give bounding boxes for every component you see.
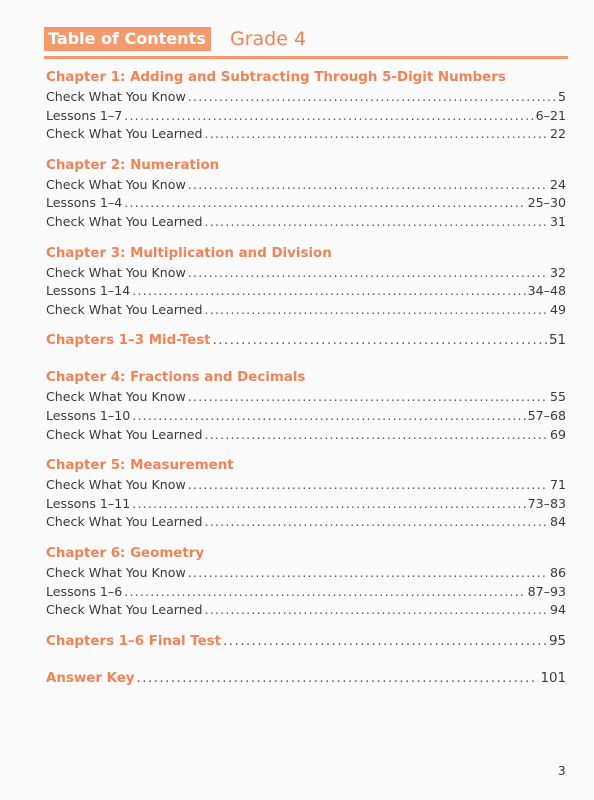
entry-label: Lessons 1–11 (46, 495, 131, 511)
toc-header (44, 26, 568, 59)
dot-leader (223, 632, 547, 652)
page-number: 3 (558, 764, 566, 778)
entry-page: 32 (549, 264, 566, 280)
entry-label: Check What You Know (46, 389, 186, 405)
toc-row (46, 669, 566, 689)
entry-page: 31 (549, 213, 566, 229)
entry-label: Check What You Know (46, 89, 186, 104)
entry-page: 6–21 (535, 107, 566, 123)
dot-leader (188, 176, 548, 195)
toc-row (46, 564, 566, 583)
entry-label: Check What You Learned (46, 426, 203, 442)
entry-page: 34–48 (527, 283, 566, 299)
toc-row (46, 107, 566, 126)
toc-row (46, 583, 566, 602)
toc-row (46, 601, 566, 620)
dot-leader (205, 426, 548, 445)
chapter-title: Chapter 2: Numeration (46, 157, 220, 173)
dot-leader (205, 125, 548, 144)
entry-label: Check What You Know (46, 264, 186, 280)
toc-row (46, 213, 566, 232)
entry-label: Lessons 1–7 (46, 107, 123, 123)
entry-page: 57–68 (527, 407, 566, 423)
entry-page: 86 (549, 564, 566, 580)
toc-title: Table of Contents (44, 27, 211, 51)
entry-label: Lessons 1–10 (46, 407, 131, 423)
toc-row (46, 264, 566, 283)
entry-page: 25–30 (527, 195, 566, 211)
entry-label: Check What You Learned (46, 514, 203, 530)
chapter-title: Chapter 6: Geometry (46, 545, 205, 561)
entry-page: 95 (548, 633, 566, 649)
dot-leader (132, 282, 525, 301)
entry-page: 71 (549, 477, 566, 493)
entry-page: 55 (549, 389, 566, 405)
chapter-title: Chapter 1: Adding and Subtracting Through 5-Digit Numbers (46, 70, 506, 85)
entry-label: Lessons 1–4 (46, 195, 123, 211)
dot-leader (205, 601, 548, 620)
entry-label: Check What You Know (46, 564, 186, 580)
toc-row (46, 176, 566, 195)
toc-standalone-entry (46, 669, 566, 689)
entry-label: Check What You Learned (46, 213, 203, 229)
dot-leader (124, 583, 525, 602)
entry-page: 24 (549, 176, 566, 192)
toc-row (46, 194, 566, 213)
dot-leader (124, 107, 533, 126)
entry-label: Check What You Learned (46, 301, 203, 317)
dot-leader (137, 669, 539, 689)
entry-page: 84 (549, 514, 566, 530)
entry-page: 51 (548, 333, 566, 349)
chapter-title: Chapter 5: Measurement (46, 458, 234, 474)
entry-label: Chapters 1–6 Final Test (46, 633, 222, 649)
toc-standalone-entry (46, 632, 566, 652)
entry-label: Check What You Know (46, 477, 186, 493)
toc-row (46, 388, 566, 407)
entry-page: 69 (549, 426, 566, 442)
entry-label: Check What You Learned (46, 126, 203, 142)
toc-standalone-entry (46, 331, 566, 351)
chapter-section (46, 244, 566, 320)
dot-leader (188, 388, 548, 407)
chapter-section (46, 68, 566, 144)
toc-row (46, 282, 566, 301)
entry-page: 94 (549, 602, 566, 618)
dot-leader (205, 301, 548, 320)
chapter-section (46, 368, 566, 444)
chapter-section (46, 544, 566, 620)
entry-page: 101 (540, 670, 566, 686)
dot-leader (124, 194, 525, 213)
toc-row (46, 407, 566, 426)
dot-leader (188, 264, 548, 283)
toc-row (46, 125, 566, 144)
entry-page: 49 (549, 301, 566, 317)
chapter-title: Chapter 4: Fractions and Decimals (46, 370, 306, 386)
chapter-section (46, 156, 566, 232)
table-of-contents (46, 68, 566, 706)
toc-row (46, 331, 566, 351)
dot-leader (188, 88, 556, 107)
dot-leader (132, 407, 525, 426)
toc-row (46, 513, 566, 532)
dot-leader (213, 331, 547, 351)
dot-leader (205, 213, 548, 232)
toc-row (46, 88, 566, 107)
entry-page: 5 (557, 89, 566, 104)
toc-row (46, 426, 566, 445)
dot-leader (132, 495, 525, 514)
grade-label: Grade 4 (230, 28, 307, 50)
entry-label: Answer Key (46, 670, 135, 686)
toc-row (46, 476, 566, 495)
toc-row (46, 632, 566, 652)
toc-row (46, 301, 566, 320)
toc-row (46, 495, 566, 514)
entry-page: 87–93 (527, 583, 566, 599)
dot-leader (188, 564, 548, 583)
dot-leader (205, 513, 548, 532)
dot-leader (188, 476, 548, 495)
entry-label: Check What You Learned (46, 602, 203, 618)
chapter-section (46, 456, 566, 532)
entry-label: Lessons 1–14 (46, 283, 131, 299)
entry-page: 22 (549, 126, 566, 142)
entry-page: 73–83 (527, 495, 566, 511)
chapter-title: Chapter 3: Multiplication and Division (46, 245, 332, 261)
entry-label: Lessons 1–6 (46, 583, 123, 599)
entry-label: Check What You Know (46, 176, 186, 192)
entry-label: Chapters 1–3 Mid-Test (46, 333, 211, 349)
